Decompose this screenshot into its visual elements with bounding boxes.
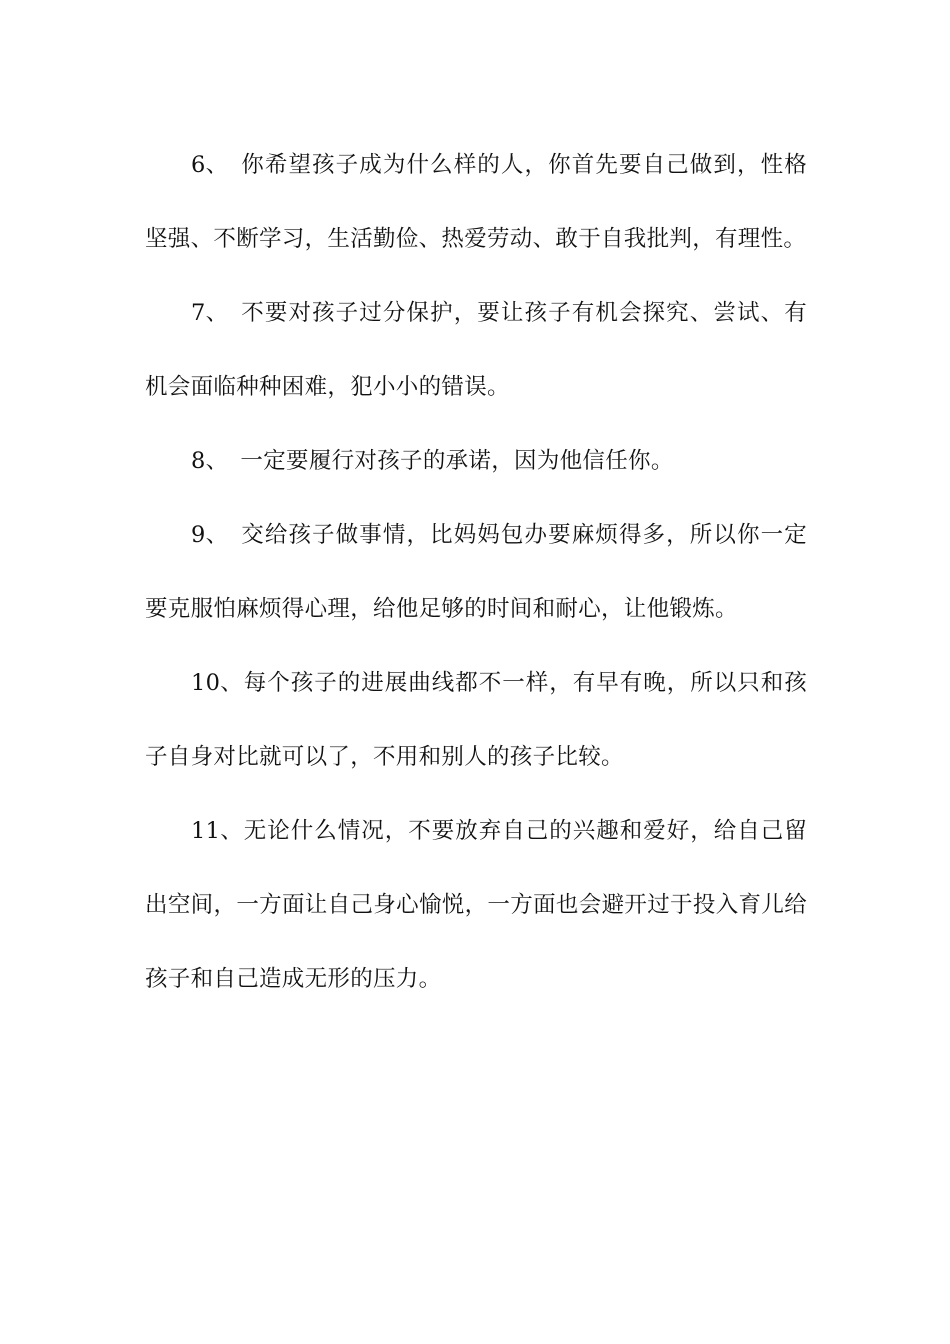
document-body — [145, 128, 807, 1016]
paragraph-8 — [145, 424, 807, 498]
paragraph-text: 一定要履行对孩子的承诺，因为他信任你。 — [240, 448, 674, 474]
paragraph-7 — [145, 276, 807, 424]
paragraph-11 — [145, 794, 807, 1016]
paragraph-text: 交给孩子做事情，比妈妈包办要麻烦得多，所以你一定要克服怕麻烦得心理，给他足够的时间和耐心，让他锻炼。 — [145, 522, 807, 622]
item-number: 7、 — [191, 300, 229, 326]
paragraph-text: 你希望孩子成为什么样的人，你首先要自己做到，性格坚强、不断学习，生活勤俭、热爱劳动、敢于自我批判，有理性。 — [145, 152, 807, 252]
paragraph-6 — [145, 128, 807, 276]
item-number: 11、 — [191, 818, 244, 844]
paragraph-text: 不要对孩子过分保护，要让孩子有机会探究、尝试、有机会面临种种困难，犯小小的错误。 — [145, 300, 807, 400]
item-number: 9、 — [191, 522, 229, 548]
paragraph-10 — [145, 646, 807, 794]
paragraph-text: 无论什么情况，不要放弃自己的兴趣和爱好，给自己留出空间，一方面让自己身心愉悦，一方面也会避开过于投入育儿给孩子和自己造成无形的压力。 — [145, 818, 807, 992]
item-number: 6、 — [191, 152, 229, 178]
paragraph-text: 每个孩子的进展曲线都不一样，有早有晚，所以只和孩子自身对比就可以了，不用和别人的孩子比较。 — [145, 670, 807, 770]
paragraph-9 — [145, 498, 807, 646]
item-number: 8、 — [191, 448, 229, 474]
item-number: 10、 — [191, 670, 244, 696]
